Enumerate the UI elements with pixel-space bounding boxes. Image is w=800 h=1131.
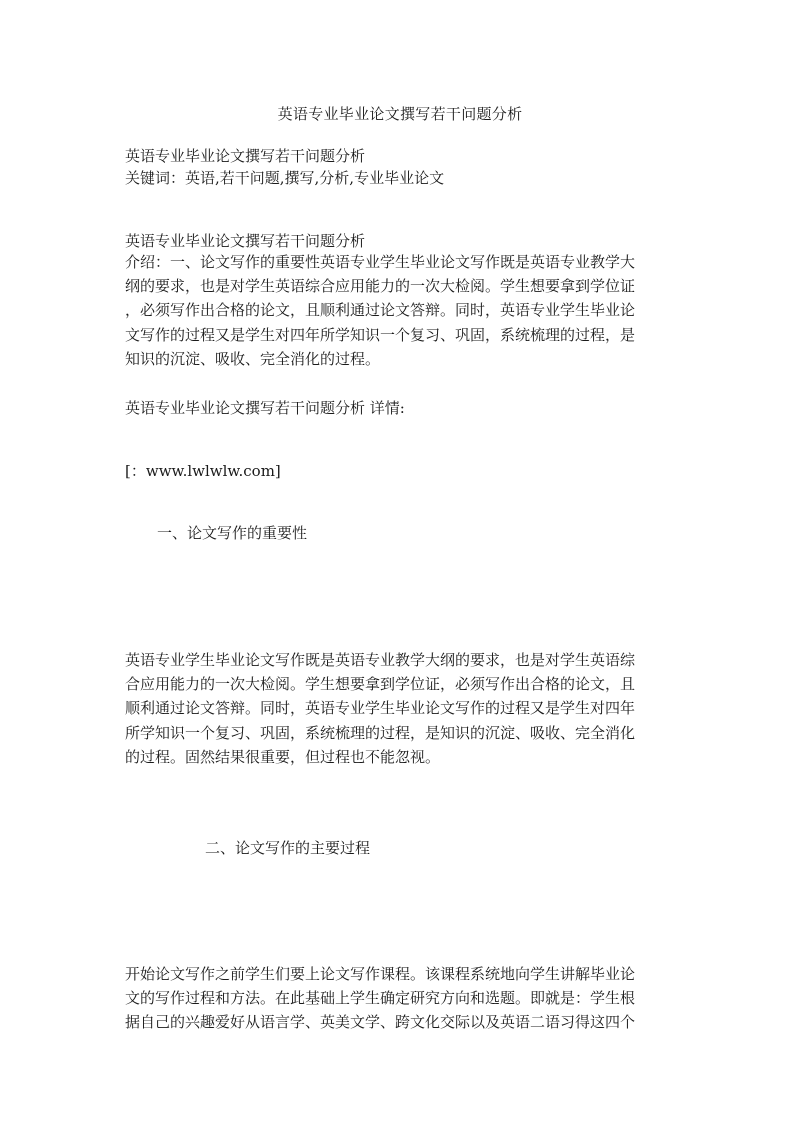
intro-line: 纲的要求，也是对学生英语综合应用能力的一次大检阅。学生想要拿到学位证 (125, 277, 636, 296)
section-1-line: 合应用能力的一次大检阅。学生想要拿到学位证，必须写作出合格的论文，且 (125, 675, 636, 694)
section-1-line: 顺利通过论文答辩。同时，英语专业学生毕业论文写作的过程又是学生对四年 (125, 699, 636, 718)
intro-title: 英语专业毕业论文撰写若干问题分析 (125, 232, 366, 250)
section-2-line: 开始论文写作之前学生们要上论文写作课程。该课程系统地向学生讲解毕业论 (125, 965, 636, 983)
section-2-paragraph (125, 962, 680, 1035)
header-title: 英语专业毕业论文撰写若干问题分析 (125, 147, 366, 165)
section-1-line: 的过程。固然结果很重要，但过程也不能忽视。 (125, 747, 441, 766)
source-link[interactable]: [：www.lwlwlw.com] (125, 462, 281, 480)
intro-paragraph (125, 250, 680, 371)
intro-line: 知识的沉淀、吸收、完全消化的过程。 (125, 349, 381, 368)
intro-line: ，必须写作出合格的论文，且顺利通过论文答辩。同时，英语专业学生毕业论 (125, 301, 636, 320)
keywords-line: 关键词：英语,若干问题,撰写,分析,专业毕业论文 (125, 169, 445, 187)
intro-line: 文写作的过程又是学生对四年所学知识一个复习、巩固，系统梳理的过程，是 (125, 325, 636, 344)
intro-line: 介绍：一、论文写作的重要性英语专业学生毕业论文写作既是英语专业教学大 (125, 253, 636, 271)
section-2-heading: 二、论文写作的主要过程 (205, 839, 371, 857)
section-1-paragraph (125, 648, 680, 769)
section-1-heading: 一、论文写作的重要性 (157, 524, 308, 542)
section-2-line: 据自己的兴趣爱好从语言学、英美文学、跨文化交际以及英语二语习得这四个 (125, 1013, 636, 1032)
details-line: 英语专业毕业论文撰写若干问题分析 详情: (125, 399, 405, 417)
section-2-line: 文的写作过程和方法。在此基础上学生确定研究方向和选题。即就是：学生根 (125, 989, 636, 1008)
section-1-line: 英语专业学生毕业论文写作既是英语专业教学大纲的要求，也是对学生英语综 (125, 651, 636, 669)
document-title: 英语专业毕业论文撰写若干问题分析 (277, 105, 523, 123)
section-1-line: 所学知识一个复习、巩固，系统梳理的过程，是知识的沉淀、吸收、完全消化 (125, 723, 636, 742)
